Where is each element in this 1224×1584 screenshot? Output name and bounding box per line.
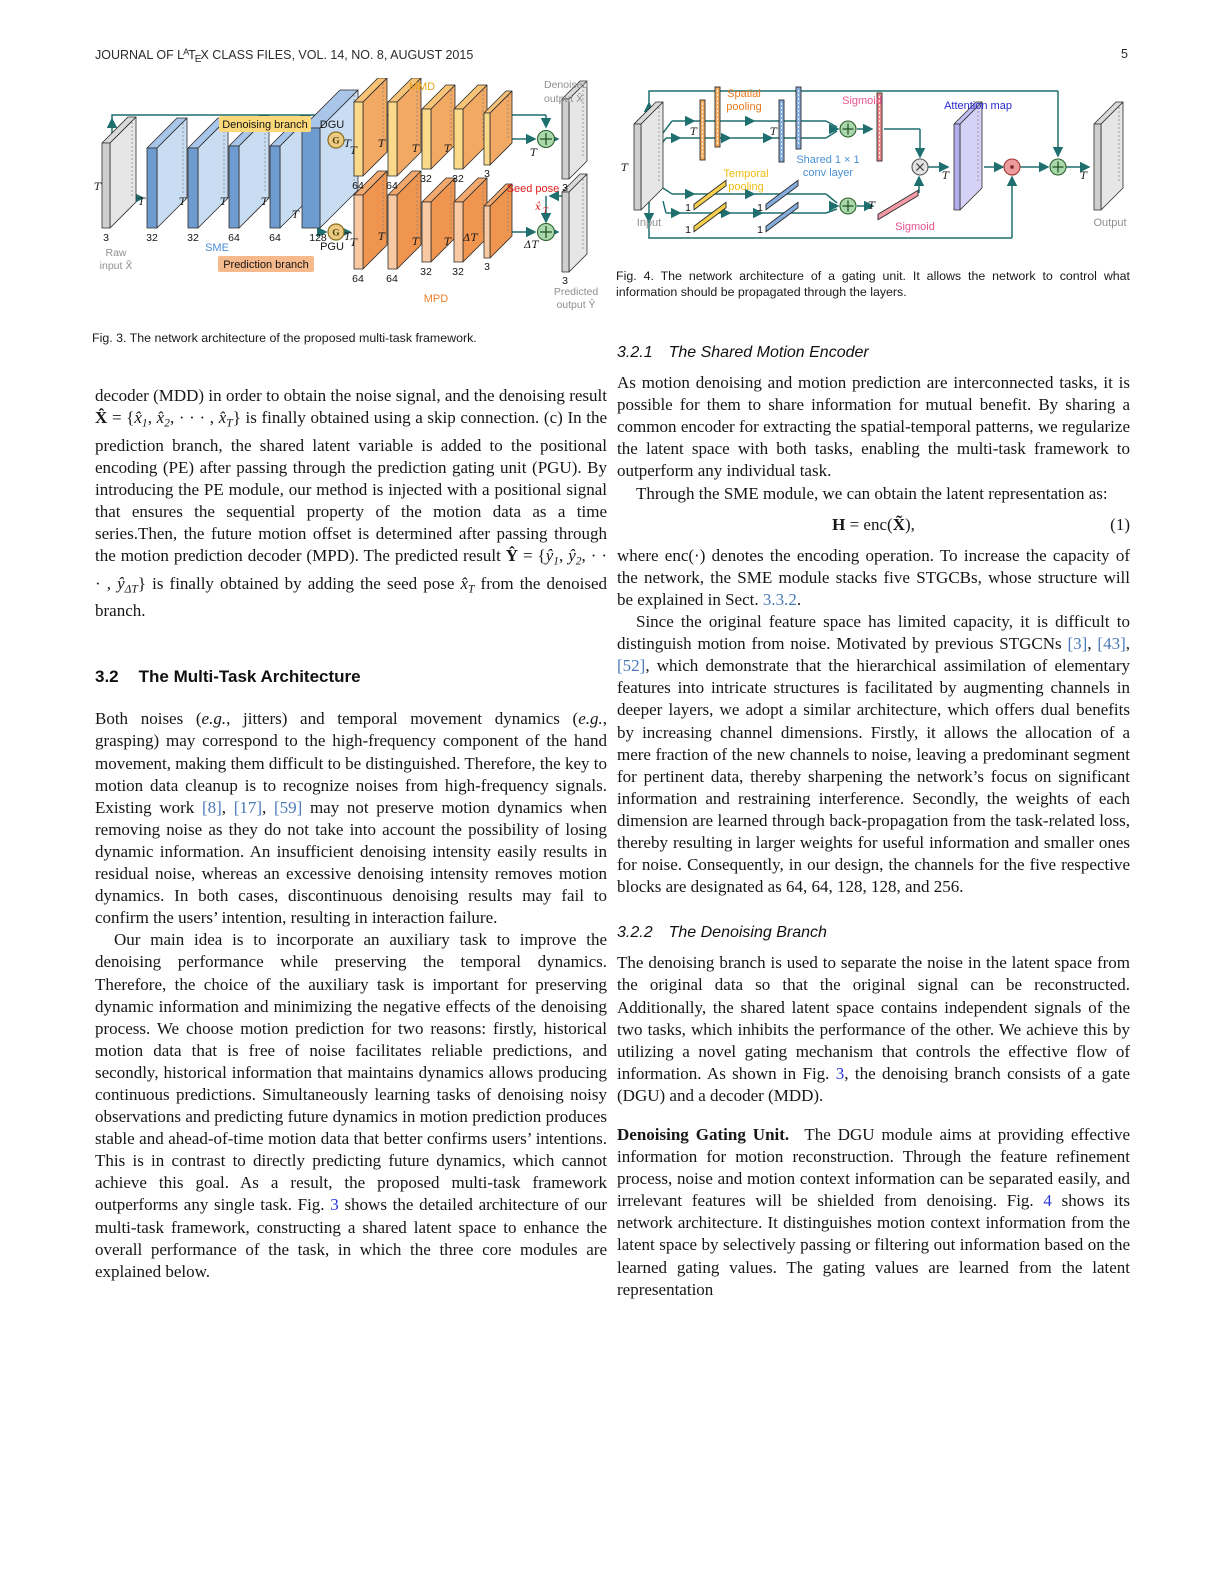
- channels: 32: [452, 266, 464, 278]
- text-segment: , which demonstrate that the hierarchical assimilation of elementary features into intricate structures is facilitated by augmenting channels in deeper layers, we adopt a similar architecture, which offers dual benefits by increasing channel dimensions. Firstly, it allows the allocation of a mere fraction of the new channels to noise, leaving a predominant segment for pertinent data, thereby sharpening the network’s focus on significant information and restraining interference. Secondly, the weights of each dimension are learned through back-propagation from the task-related loss, thereby resulting in larger weights for useful information and smaller ones for noise. Consequently, in our design, the channels for the five respective blocks are designated as 64, 64, 128, 128, and 256.: [617, 656, 1130, 897]
- text-segment: 2: [575, 554, 582, 568]
- connector-line: [663, 121, 672, 133]
- denoised-output-label-2: output X̂: [544, 93, 584, 105]
- shared-conv-label-2: conv layer: [802, 167, 854, 179]
- text-segment: ŷ: [568, 546, 576, 566]
- attention-map-label: Attention map: [944, 100, 1012, 112]
- channels: 64: [352, 180, 364, 192]
- plate: [484, 91, 512, 165]
- figure-ref-link[interactable]: 3: [330, 1195, 339, 1215]
- svg-text:G: G: [332, 136, 340, 147]
- text-segment: x̂: [218, 408, 227, 428]
- plate: [188, 118, 228, 228]
- plate: [1094, 102, 1123, 210]
- equation-number: (1): [1110, 514, 1130, 534]
- t-label: T: [444, 143, 452, 155]
- pgu-label: PGU: [320, 241, 344, 253]
- text-segment: Denoising Gating Unit.: [617, 1125, 790, 1144]
- text-segment: e.g.: [578, 709, 603, 729]
- shared-conv-label-1: Shared 1 × 1: [796, 154, 860, 166]
- text-segment: , · · · ,: [169, 408, 219, 428]
- t-label: T: [220, 196, 228, 208]
- text-segment: Through the SME module, we can obtain the latent representation as:: [636, 483, 1108, 503]
- fig3-diagram: [92, 78, 606, 313]
- sigmoid-label-top: Sigmoid: [842, 95, 882, 107]
- text-segment: T: [226, 416, 233, 430]
- connector-line: [826, 194, 837, 203]
- text-segment: = {: [107, 408, 135, 428]
- t-label: T: [412, 143, 420, 155]
- connector-line: [826, 121, 837, 127]
- text-segment: = {: [518, 546, 546, 566]
- text-segment: x̂: [460, 573, 469, 593]
- t-label: T: [344, 138, 352, 150]
- t-label: T: [292, 209, 300, 221]
- text-segment: , the denoising branch consists of a gate (DGU) and a decoder (MDD).: [617, 1063, 1130, 1105]
- fig4-shapes: [634, 87, 1123, 238]
- raw-input-label-1: Raw: [105, 247, 127, 259]
- text-segment: ΔT: [124, 582, 138, 596]
- citation-link[interactable]: [8]: [201, 797, 222, 817]
- channels: 32: [420, 266, 432, 278]
- text-segment: ŷ: [117, 573, 125, 593]
- t-label: T: [868, 200, 876, 212]
- one-label: 1: [757, 202, 763, 214]
- mpd-label: MPD: [423, 293, 449, 305]
- channels: 32: [187, 232, 199, 244]
- connector-line: [663, 138, 666, 142]
- section-heading-3-2: [95, 666, 607, 688]
- text-segment: where enc(·) denotes the encoding operation. To increase the capacity of the network, the SME module stacks five STGCBs, whose structure will be explained in Sect.: [617, 545, 1130, 609]
- citation-link[interactable]: [43]: [1097, 634, 1126, 654]
- channels: 64: [269, 232, 281, 244]
- delta-t-label: ΔT: [463, 232, 478, 244]
- text-segment: Our main idea is to incorporate an auxiliary task to improve the denoising performance while preserving the temporal dynamics. Therefore, the choice of the auxiliary task is important for preserving dynamic information and minimizing the negative effects of the denoising process. We choose motion prediction for two reasons: firstly, historical motion data that is free of noise facilitates reliable predictions, and secondly, historical information that maintains dynamics allows producing continuous predictions. Simultaneously learning tasks of denoising noisy observations and predicting future dynamics in motion prediction produces stable and ahead-of-time motion data that better confirms users’ intentions. This is in contrast to directly predicting future dynamics, which cannot achieve this goal. As a result, the proposed multi-task framework outperforms any single task. Fig.: [95, 930, 607, 1215]
- raw-input-label-2: input X̃: [99, 260, 133, 272]
- seed-pose-label: Seed pose: [506, 183, 560, 195]
- plate: [422, 85, 455, 169]
- text-segment: x̂: [156, 408, 165, 428]
- section-title: The Multi-Task Architecture: [138, 667, 361, 687]
- text-segment: .: [796, 589, 802, 609]
- figure-4-gating-unit: [616, 76, 1130, 300]
- citation-link[interactable]: [17]: [233, 797, 263, 817]
- t-label: T: [350, 145, 358, 157]
- text-segment: , grasping) may correspond to the high-frequency component of the hand movement, making them difficult to be distinguished. Therefore, the key to motion data cleanup is to recognize noises from high-frequency signals. Existing work: [95, 709, 607, 817]
- channels: 3: [562, 275, 568, 287]
- t-label: T: [444, 236, 452, 248]
- text-segment: X̃: [892, 514, 905, 534]
- fig4-diagram: [616, 76, 1130, 256]
- paragraph: [617, 611, 1130, 898]
- connector-line: [663, 201, 666, 213]
- t-label: T: [942, 170, 950, 182]
- text-segment: T: [468, 582, 475, 596]
- channels: 64: [386, 180, 398, 192]
- left-column: [95, 385, 607, 1283]
- text-segment: ),: [904, 514, 915, 534]
- text-segment: 1: [553, 554, 560, 568]
- pooling-bar: [796, 87, 801, 149]
- multiply-op-icon: [912, 159, 928, 175]
- citation-link[interactable]: [52]: [617, 656, 646, 676]
- text-segment: } is finally obtained by adding the seed pose: [137, 573, 461, 593]
- citation-link[interactable]: [59]: [273, 797, 303, 817]
- text-segment: 1: [141, 416, 148, 430]
- seed-pose-subscript: T: [543, 206, 549, 215]
- connector-line: [663, 188, 672, 194]
- text-segment: decoder (MDD) in order to obtain the noise signal, and the denoising result: [95, 386, 607, 405]
- text-segment: 2: [164, 416, 170, 430]
- connector-line: [826, 131, 837, 138]
- text-segment: shows the detailed architecture of our multi-task framework, constructing a shared latent space to enhance the overall performance of the task, in which the three core modules are explained below.: [95, 1195, 607, 1281]
- channels: 3: [562, 182, 568, 194]
- equation-1: [617, 514, 1130, 536]
- paragraph: [617, 952, 1130, 1107]
- text-segment: The denoising branch is used to separate the noise in the latent space from the original data so that the original signal can be reconstructed. Additionally, the shared latent space contains independent signals of the two tasks, which inhibits the performance of the other. We achieve this by utilizing a novel gating mechanism that controls the effective flow of information. As shown in Fig.: [617, 953, 1130, 1083]
- channels: 32: [452, 173, 464, 185]
- text-segment: = enc(: [845, 514, 893, 534]
- subsection-number: 3.2.1: [617, 344, 653, 361]
- text-segment: X̂: [95, 408, 108, 428]
- add-op-icon: [538, 224, 555, 241]
- hadamard-op-icon: [1004, 159, 1020, 175]
- t-label: T: [1080, 170, 1088, 182]
- pooling-bar: [779, 100, 784, 162]
- plate: [422, 178, 455, 262]
- delta-t-label: ΔT: [524, 239, 539, 251]
- citation-link[interactable]: [3]: [1067, 634, 1088, 654]
- paragraph: [95, 708, 607, 929]
- output-label: Output: [1093, 217, 1127, 229]
- paragraph: [617, 1124, 1130, 1301]
- fig3-caption: Fig. 3. The network architecture of the proposed multi-task framework.: [92, 331, 477, 345]
- pooling-bar: [700, 100, 705, 160]
- one-label: 1: [685, 202, 691, 214]
- figure-3-multitask-framework: [92, 78, 606, 346]
- gate-icon: [328, 132, 344, 148]
- fig4-caption: Fig. 4. The network architecture of a gating unit. It allows the network to control what information should be propagated through the layers.: [616, 269, 1130, 300]
- seed-pose-symbol: x̂: [535, 201, 541, 213]
- equation-body: [832, 515, 915, 534]
- plate: [634, 102, 663, 210]
- figure-ref-link[interactable]: 4: [1043, 1191, 1052, 1211]
- dgu-label: DGU: [319, 119, 345, 131]
- channels: 3: [484, 168, 490, 180]
- t-label: T: [530, 147, 538, 159]
- channels: 64: [228, 232, 240, 244]
- paragraph: [617, 483, 1130, 505]
- text-segment: Since the original feature space has limited capacity, it is difficult to distinguish motion from noise. Motivated by previous STGCNs: [617, 612, 1130, 654]
- predicted-output-label-1: Predicted: [553, 286, 599, 298]
- paragraph: [95, 385, 607, 622]
- figure-ref-link[interactable]: 3: [835, 1063, 845, 1083]
- t-label: T: [378, 138, 386, 150]
- temporal-pooling-label-2: pooling: [728, 181, 764, 193]
- plate: [954, 102, 982, 210]
- text-segment: ,: [559, 546, 569, 566]
- sigmoid-label-bottom: Sigmoid: [895, 221, 935, 233]
- plate: [229, 116, 269, 228]
- subsection-heading-3-2-1: [617, 342, 1130, 364]
- channels: 64: [352, 273, 364, 285]
- add-op-icon: [840, 121, 856, 137]
- text-segment: ,: [147, 408, 157, 428]
- channels: 128: [309, 232, 327, 244]
- text-segment: , · · · ,: [95, 546, 608, 593]
- text-segment: ŷ: [545, 546, 554, 566]
- paragraph: [617, 545, 1130, 611]
- plate: [354, 78, 387, 176]
- text-segment: from the denoised branch.: [95, 573, 607, 621]
- text-segment: As motion denoising and motion prediction are interconnected tasks, it is possible for them to share information for mutual benefit. By sharing a common encoder for extracting the spatial-temporal patterns, we regularize the latent space with both tasks, enabling the multi-task framework to outperform any individual task.: [617, 373, 1130, 481]
- text-segment: ,: [262, 797, 274, 817]
- t-label: T: [690, 126, 698, 138]
- t-label: T: [770, 126, 778, 138]
- page-number: 5: [1121, 47, 1128, 61]
- section-number: 3.2: [95, 667, 119, 687]
- temporal-pooling-label-1: Temporal: [723, 168, 769, 180]
- text-segment: shows its network architecture. It distinguishes motion context information from the latent space by selectively passing or filtering out information based on the learned gating values. The gating values are learned from the latent representation: [617, 1191, 1130, 1299]
- paragraph: [95, 929, 607, 1283]
- plate: [147, 118, 187, 228]
- connector-line: [826, 209, 837, 213]
- plate: [102, 117, 136, 228]
- svg-text:G: G: [332, 228, 340, 239]
- plate: [302, 90, 358, 228]
- t-label: T: [621, 162, 629, 174]
- add-op-icon: [538, 131, 555, 148]
- text-segment: e.g.: [201, 709, 227, 729]
- citation-link[interactable]: 3.3.2: [762, 589, 797, 609]
- mmd-label: MMD: [408, 81, 436, 93]
- t-label: T: [350, 237, 358, 249]
- subsection-title: The Shared Motion Encoder: [668, 344, 869, 361]
- fig4-labels: [621, 88, 1127, 236]
- pooling-bar: [715, 87, 720, 147]
- subsection-number: 3.2.2: [617, 924, 653, 942]
- one-label: 1: [685, 224, 691, 236]
- plate: [484, 184, 512, 258]
- one-label: 1: [757, 224, 763, 236]
- running-header: [95, 47, 1128, 65]
- text-segment: ,: [1087, 634, 1098, 654]
- t-label: T: [261, 196, 269, 208]
- t-label: T: [138, 196, 146, 208]
- right-column: [617, 342, 1130, 1301]
- text-segment: Ŷ: [505, 546, 519, 566]
- plate: [454, 178, 487, 262]
- t-label: T: [179, 196, 187, 208]
- sme-label: SME: [205, 242, 229, 254]
- text-segment: ,: [221, 797, 234, 817]
- subsection-title: The Denoising Branch: [668, 924, 827, 942]
- add-op-icon: [840, 198, 856, 214]
- spatial-pooling-label-2: pooling: [726, 101, 762, 113]
- t-label: T: [378, 231, 386, 243]
- prediction-branch-label: Prediction branch: [223, 259, 309, 271]
- channels: 32: [146, 232, 158, 244]
- input-label: Input: [636, 217, 662, 229]
- channels: 64: [386, 273, 398, 285]
- text-segment: The DGU module aims at providing effective information for motion reconstruction. Through the feature refinement process, noise and motion context information can be separated easily, and irrelevant features will be shielded from denoising. Fig.: [617, 1125, 1130, 1211]
- channels: 3: [103, 232, 109, 244]
- t-label: T: [344, 231, 352, 243]
- gate-icon: [328, 224, 344, 240]
- pooling-bar: [878, 190, 918, 220]
- text-segment: H: [832, 514, 846, 534]
- text-segment: x̂: [134, 408, 142, 428]
- t-label: T: [412, 236, 420, 248]
- plate: [454, 85, 487, 169]
- channels: 3: [484, 261, 490, 273]
- text-segment: } is finally obtained using a skip connection. (c) In the prediction branch, the shared latent variable is added to the positional encoding (PE) after passing through the prediction gating unit (PGU). By introducing the PE module, our method is injected with a positional signal that ensures the sequential property of the motion data as a time series.Then, the future motion offset is determined after passing through the motion prediction decoder (MPD). The predicted result: [95, 408, 608, 566]
- text-segment: , jitters) and temporal movement dynamics (: [226, 709, 579, 729]
- predicted-output-label-2: output Ŷ: [556, 299, 596, 311]
- spatial-pooling-label-1: Spatial: [727, 88, 761, 100]
- text-segment: may not preserve motion dynamics when removing noise as they do not take into account the possibility of losing dynamic information. An insufficient denoising intensity easily results in residual noise, whereas an excessive denoising intensity removes motion dynamics. In both cases, discontinuous denoising results may fail to confirm the users’ intention, resulting in interaction failure.: [95, 797, 608, 928]
- channels: 32: [420, 173, 432, 185]
- paragraph: [617, 372, 1130, 482]
- journal-title: JOURNAL OF $L^AT_EX$ CLASS FILES, VOL. 14, NO. 8, AUGUST 2015: [95, 47, 474, 65]
- denoised-output-label-1: Denoised: [544, 79, 589, 91]
- add-op-icon: [1050, 159, 1066, 175]
- text-segment: Both noises (: [95, 709, 202, 729]
- t-label: T: [94, 181, 102, 193]
- text-segment: ,: [1125, 634, 1130, 654]
- subsection-heading-3-2-2: [617, 922, 1130, 944]
- denoising-branch-label: Denoising branch: [222, 119, 308, 131]
